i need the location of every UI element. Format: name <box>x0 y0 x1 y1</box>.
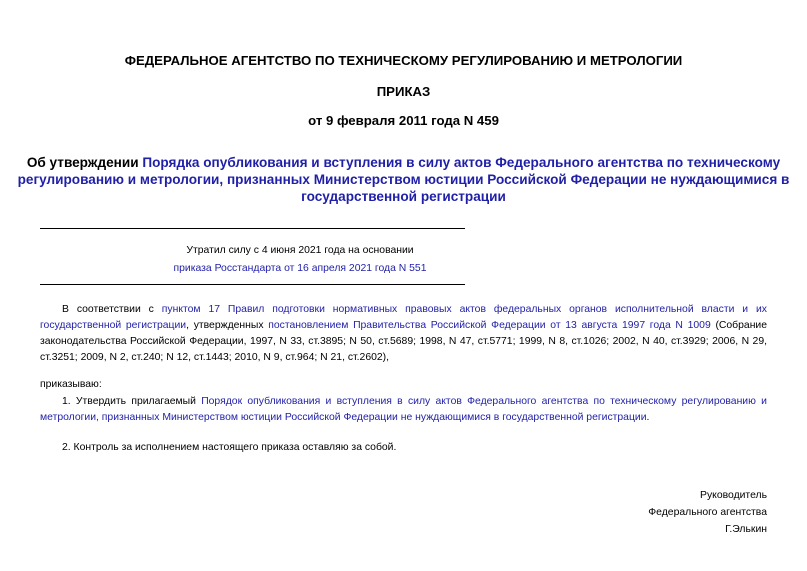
title-prefix: Об утверждении <box>26 155 143 170</box>
signature-block <box>648 487 767 538</box>
status-note <box>40 242 560 278</box>
item-1-end: . <box>646 412 650 423</box>
document-title <box>0 154 807 205</box>
signer-position-line1: Руководитель <box>700 490 767 501</box>
preamble-paragraph <box>40 302 767 366</box>
divider-top <box>40 228 465 229</box>
order-word: приказываю: <box>40 379 102 390</box>
item-1-paragraph <box>40 394 767 426</box>
signer-name: Г.Элькин <box>725 524 767 535</box>
agency-name: ФЕДЕРАЛЬНОЕ АГЕНТСТВО ПО ТЕХНИЧЕСКОМУ РЕГУЛИРОВАНИЮ И МЕТРОЛОГИИ <box>124 53 683 68</box>
procedure-link[interactable]: Порядок опубликования и вступления в силу актов Федерального агентства по техническому регулированию и метрологии, признанных Министерством юстиции Российской Федерации не нуждающимися в государственной регистрации <box>40 396 767 423</box>
rules-link[interactable]: пунктом 17 Правил подготовки нормативных правовых актов федеральных органов исполнительной власти и их государственной регистрации <box>40 304 767 331</box>
title-link[interactable]: Порядка опубликования и вступления в силу актов Федерального агентства по техническому регулированию и метрологии, признанных Министерством юстиции Российской Федерации не нуждающимися в государственной регистрации <box>17 155 790 204</box>
preamble-end: (Собрание законодательства Российской Федерации, 1997, N 33, ст.3895; N 50, ст.5689; 1998, N 47, ст.5771; 1999, N 8, ст.1026; 2002, N 40, ст.3929; 2006, N 29, ст.3251; 2009, N 2, ст.240; N 12, ст.1443; 2010, N 9, ст.964; N 21, ст.2602), <box>40 320 768 363</box>
signer-position-line2: Федерального агентства <box>648 507 767 518</box>
status-text: Утратил силу с 4 июня 2021 года на основании <box>186 245 414 256</box>
divider-bottom <box>40 284 465 285</box>
status-link[interactable]: приказа Росстандарта от 16 апреля 2021 года N 551 <box>173 263 427 274</box>
item-1-start: 1. Утвердить прилагаемый <box>62 396 202 407</box>
document-date: от 9 февраля 2011 года N 459 <box>308 113 499 128</box>
preamble-mid: , утвержденных <box>186 320 269 331</box>
item-2-paragraph: 2. Контроль за исполнением настоящего приказа оставляю за собой. <box>62 442 397 453</box>
document-type: ПРИКАЗ <box>376 84 431 99</box>
resolution-link[interactable]: постановлением Правительства Российской Федерации от 13 августа 1997 года N 1009 <box>268 320 711 331</box>
preamble-start: В соответствии с <box>62 304 162 315</box>
